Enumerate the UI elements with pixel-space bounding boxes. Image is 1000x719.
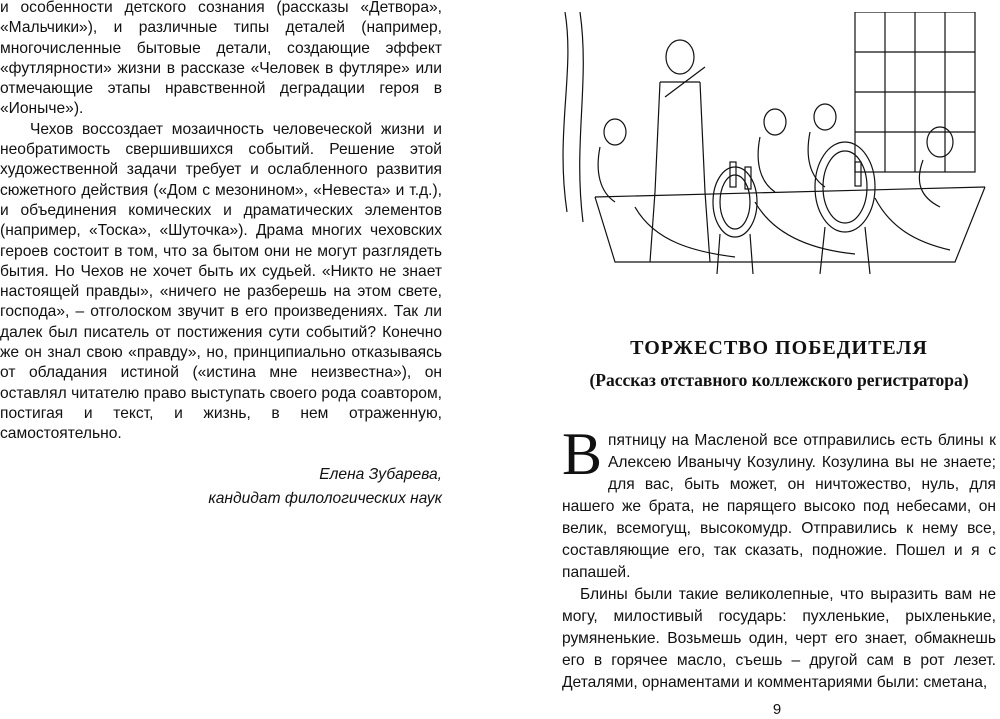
story-title-block <box>560 336 998 392</box>
signature-name: Елена Зубарева, <box>319 465 442 483</box>
story-paragraph-text: пятницу на Масленой все отправились есть блины к Алексею Иванычу Козулину. Козулина вы не знаете; для вас, быть может, он ничтожество, нуль, для нашего же брата, не парящего высоко под небесами, он велик, всемогущ, высокомудр. Отправились к нему все, составляющие его, так сказать, подножие. Пошел и я с папашей. <box>562 432 996 581</box>
afterword-column <box>0 0 442 515</box>
story-paragraph <box>562 421 996 584</box>
afterword-paragraph: Чехов воссоздает мозаичность человеческой жизни и необратимость свершившихся событий. Решение этой художественной задачи требует и ослабленного развития сюжетного действия («Дом с мезонином», «Невеста» и т.д.), и объединения комических и драматических элементов (например, «Тоска», «Шуточка»). Драма многих чеховских героев состоит в том, что за бытом они не могут разглядеть бытия. Но Чехов не хочет быть их судьей. «Никто не знает настоящей правды», «ничего не разберешь на этом свете, господа», – отголоском звучит в его произведениях. Так ли далек был писатель от постижения сути событий? Конечно же он знал свою «правду», но, принципиально отказываясь от обладания истиной («истина мне неизвестна»), он оставлял читателю право выступать своего рода соавтором, постигая и текст, и жизнь, в нем отраженную, самостоятельно. <box>0 120 442 443</box>
page-number: 9 <box>772 701 782 718</box>
story-paragraph: Блины были такие великолепные, что выразить вам не могу, милостивый государь: пухленькие, рыхленькие, румяненькие. Возьмешь один, черт его знает, обмакнешь его в горячее масло, съешь – другой сам в рот лезет. Деталями, орнаментами и комментариями были: сметана, <box>562 586 996 691</box>
dinner-party-engraving-icon <box>555 12 995 282</box>
drop-cap: В <box>562 421 603 487</box>
story-subtitle: (Рассказ отставного коллежского регистратора) <box>589 370 969 390</box>
signature-title: кандидат филологических наук <box>208 489 442 507</box>
dinner-party-illustration <box>555 12 995 282</box>
story-text-column <box>562 421 996 694</box>
story-title: ТОРЖЕСТВО ПОБЕДИТЕЛЯ <box>630 337 928 359</box>
afterword-paragraph: и особенности детского сознания (рассказы «Детвора», «Мальчики»), и различные типы деталей (например, многочисленные бытовые детали, создающие эффект «футлярности» жизни в рассказе «Человек в футляре» или отмечающие этапы нравственной деградации героя в «Ионыче»). <box>0 0 442 118</box>
